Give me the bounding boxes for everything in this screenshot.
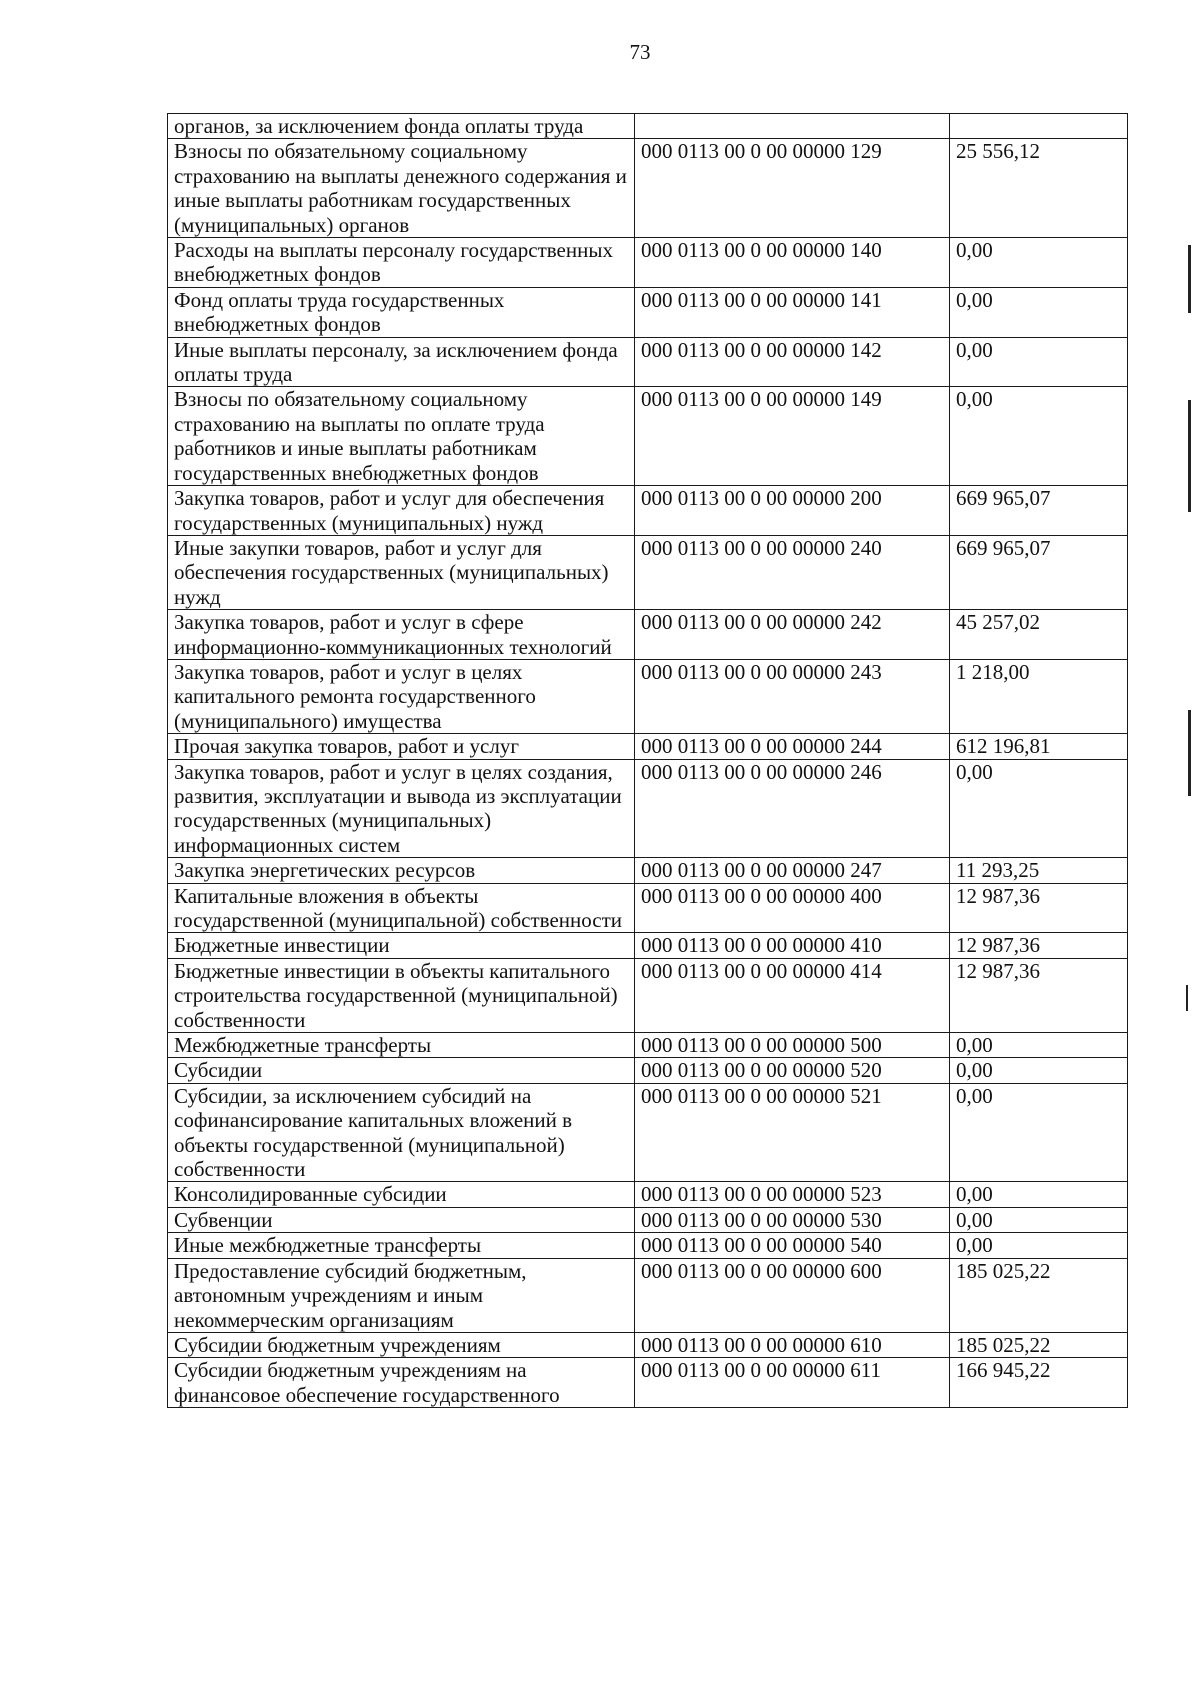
table-row: [168, 659, 1128, 733]
table-row: [168, 287, 1128, 337]
row-name-cell: Иные межбюджетные трансферты: [168, 1233, 635, 1258]
row-name-cell: Субсидии, за исключением субсидий на софинансирование капитальных вложений в объекты государственной (муниципальной) собственности: [168, 1083, 635, 1182]
row-code-cell: 000 0113 00 0 00 00000 200: [635, 486, 950, 536]
row-amount-cell: 185 025,22: [950, 1258, 1128, 1332]
row-amount-cell: 0,00: [950, 238, 1128, 288]
row-amount-cell: 0,00: [950, 1058, 1128, 1083]
row-name-cell: органов, за исключением фонда оплаты труда: [168, 114, 635, 139]
row-name-cell: Бюджетные инвестиции: [168, 933, 635, 958]
row-name-cell: Субвенции: [168, 1207, 635, 1232]
row-code-cell: 000 0113 00 0 00 00000 141: [635, 287, 950, 337]
row-code-cell: 000 0113 00 0 00 00000 521: [635, 1083, 950, 1182]
row-code-cell: 000 0113 00 0 00 00000 530: [635, 1207, 950, 1232]
row-name-cell: Прочая закупка товаров, работ и услуг: [168, 734, 635, 759]
table-row: [168, 1258, 1128, 1332]
table-row: [168, 1058, 1128, 1083]
row-amount-cell: [950, 114, 1128, 139]
row-code-cell: 000 0113 00 0 00 00000 410: [635, 933, 950, 958]
row-code-cell: 000 0113 00 0 00 00000 520: [635, 1058, 950, 1083]
row-name-cell: Субсидии бюджетным учреждениям на финансовое обеспечение государственного: [168, 1358, 635, 1408]
row-amount-cell: 0,00: [950, 1233, 1128, 1258]
row-amount-cell: 166 945,22: [950, 1358, 1128, 1408]
table-row: [168, 337, 1128, 387]
row-name-cell: Закупка товаров, работ и услуг в целях капитального ремонта государственного (муниципального) имущества: [168, 659, 635, 733]
table-row: [168, 486, 1128, 536]
row-code-cell: 000 0113 00 0 00 00000 523: [635, 1182, 950, 1207]
row-code-cell: 000 0113 00 0 00 00000 247: [635, 858, 950, 883]
row-amount-cell: 0,00: [950, 1182, 1128, 1207]
row-amount-cell: 0,00: [950, 337, 1128, 387]
scan-mark: [1186, 985, 1188, 1011]
row-name-cell: Закупка товаров, работ и услуг в сфере информационно-коммуникационных технологий: [168, 610, 635, 660]
row-code-cell: 000 0113 00 0 00 00000 142: [635, 337, 950, 387]
table-row: [168, 759, 1128, 858]
row-amount-cell: 1 218,00: [950, 659, 1128, 733]
row-code-cell: 000 0113 00 0 00 00000 610: [635, 1332, 950, 1357]
row-code-cell: 000 0113 00 0 00 00000 149: [635, 387, 950, 486]
page-number: 73: [629, 40, 651, 64]
row-name-cell: Расходы на выплаты персоналу государственных внебюджетных фондов: [168, 238, 635, 288]
table-row: [168, 1233, 1128, 1258]
row-amount-cell: 612 196,81: [950, 734, 1128, 759]
row-amount-cell: 669 965,07: [950, 535, 1128, 609]
budget-table-body: [168, 114, 1128, 1408]
table-row: [168, 114, 1128, 139]
row-code-cell: 000 0113 00 0 00 00000 246: [635, 759, 950, 858]
row-amount-cell: 25 556,12: [950, 139, 1128, 238]
row-amount-cell: 12 987,36: [950, 883, 1128, 933]
row-code-cell: 000 0113 00 0 00 00000 500: [635, 1033, 950, 1058]
row-code-cell: 000 0113 00 0 00 00000 140: [635, 238, 950, 288]
table-row: [168, 1358, 1128, 1408]
table-row: [168, 883, 1128, 933]
row-name-cell: Закупка энергетических ресурсов: [168, 858, 635, 883]
table-row: [168, 1083, 1128, 1182]
row-name-cell: Закупка товаров, работ и услуг для обеспечения государственных (муниципальных) нужд: [168, 486, 635, 536]
table-row: [168, 610, 1128, 660]
row-name-cell: Иные закупки товаров, работ и услуг для обеспечения государственных (муниципальных) нужд: [168, 535, 635, 609]
row-code-cell: 000 0113 00 0 00 00000 611: [635, 1358, 950, 1408]
row-amount-cell: 12 987,36: [950, 958, 1128, 1032]
row-code-cell: 000 0113 00 0 00 00000 600: [635, 1258, 950, 1332]
row-name-cell: Иные выплаты персоналу, за исключением фонда оплаты труда: [168, 337, 635, 387]
budget-table: [167, 113, 1128, 1408]
table-row: [168, 1033, 1128, 1058]
row-amount-cell: 11 293,25: [950, 858, 1128, 883]
table-row: [168, 139, 1128, 238]
row-name-cell: Бюджетные инвестиции в объекты капитального строительства государственной (муниципальной) собственности: [168, 958, 635, 1032]
scan-mark: [1188, 400, 1191, 512]
table-row: [168, 858, 1128, 883]
row-name-cell: Взносы по обязательному социальному страхованию на выплаты по оплате труда работников и иные выплаты работникам государственных внебюджетных фондов: [168, 387, 635, 486]
row-name-cell: Межбюджетные трансферты: [168, 1033, 635, 1058]
row-name-cell: Капитальные вложения в объекты государственной (муниципальной) собственности: [168, 883, 635, 933]
row-name-cell: Фонд оплаты труда государственных внебюджетных фондов: [168, 287, 635, 337]
table-row: [168, 1207, 1128, 1232]
row-amount-cell: 0,00: [950, 387, 1128, 486]
row-amount-cell: 669 965,07: [950, 486, 1128, 536]
row-amount-cell: 0,00: [950, 1033, 1128, 1058]
table-row: [168, 933, 1128, 958]
table-row: [168, 1332, 1128, 1357]
row-name-cell: Закупка товаров, работ и услуг в целях создания, развития, эксплуатации и вывода из эксплуатации государственных (муниципальных) информационных систем: [168, 759, 635, 858]
row-amount-cell: 0,00: [950, 287, 1128, 337]
row-code-cell: 000 0113 00 0 00 00000 244: [635, 734, 950, 759]
row-amount-cell: 0,00: [950, 1083, 1128, 1182]
table-row: [168, 1182, 1128, 1207]
row-code-cell: 000 0113 00 0 00 00000 540: [635, 1233, 950, 1258]
row-amount-cell: 0,00: [950, 759, 1128, 858]
row-name-cell: Консолидированные субсидии: [168, 1182, 635, 1207]
scan-mark: [1188, 710, 1191, 796]
row-code-cell: 000 0113 00 0 00 00000 242: [635, 610, 950, 660]
table-row: [168, 535, 1128, 609]
row-name-cell: Взносы по обязательному социальному страхованию на выплаты денежного содержания и иные выплаты работникам государственных (муниципальных) органов: [168, 139, 635, 238]
row-amount-cell: 185 025,22: [950, 1332, 1128, 1357]
row-code-cell: 000 0113 00 0 00 00000 400: [635, 883, 950, 933]
scan-mark: [1188, 245, 1191, 313]
table-row: [168, 734, 1128, 759]
row-code-cell: 000 0113 00 0 00 00000 243: [635, 659, 950, 733]
row-name-cell: Субсидии бюджетным учреждениям: [168, 1332, 635, 1357]
row-amount-cell: 12 987,36: [950, 933, 1128, 958]
row-code-cell: [635, 114, 950, 139]
row-code-cell: 000 0113 00 0 00 00000 414: [635, 958, 950, 1032]
row-name-cell: Предоставление субсидий бюджетным, автономным учреждениям и иным некоммерческим организациям: [168, 1258, 635, 1332]
row-name-cell: Субсидии: [168, 1058, 635, 1083]
row-code-cell: 000 0113 00 0 00 00000 129: [635, 139, 950, 238]
table-row: [168, 958, 1128, 1032]
row-code-cell: 000 0113 00 0 00 00000 240: [635, 535, 950, 609]
table-row: [168, 238, 1128, 288]
table-row: [168, 387, 1128, 486]
row-amount-cell: 45 257,02: [950, 610, 1128, 660]
row-amount-cell: 0,00: [950, 1207, 1128, 1232]
